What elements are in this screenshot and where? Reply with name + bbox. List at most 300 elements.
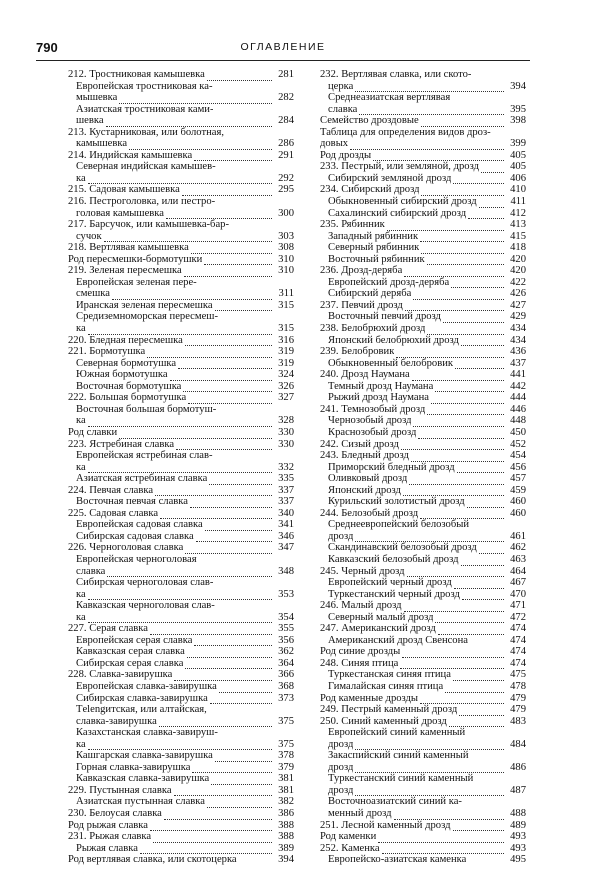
toc-entry [320, 219, 526, 231]
toc-entry-title: Японский дрозд [328, 484, 401, 496]
toc-entry [68, 404, 294, 416]
toc-entry-title: Азиатская пустынная славка [76, 796, 205, 808]
dot-leader [176, 440, 272, 450]
toc-entry-title: Японский белобрюхий дрозд [328, 334, 459, 346]
toc-entry-page: 346 [278, 530, 294, 542]
toc-entry-title: Обыкновенный белобровик [328, 357, 454, 369]
toc-entry-title: церка [328, 80, 354, 92]
toc-entry-title: 221. Бормотушка [68, 346, 146, 358]
toc-entry-title: ка [76, 738, 86, 750]
toc-entry [320, 796, 526, 808]
toc-entry [68, 727, 294, 739]
toc-entry-page: 324 [278, 369, 294, 381]
toc-entry-title: 245. Черный дрозд [320, 565, 405, 577]
toc-entry-title: Европейская зеленая пере- [76, 276, 197, 288]
toc-entry [320, 554, 526, 566]
toc-entry [320, 635, 526, 647]
dot-leader [355, 786, 504, 796]
toc-entry-title: Род славки [68, 426, 118, 438]
toc-entry [68, 242, 294, 254]
dot-leader [421, 117, 504, 127]
toc-entry-page: 319 [278, 357, 294, 369]
dot-leader [153, 833, 272, 843]
dot-leader [453, 671, 504, 681]
dot-leader [106, 117, 272, 127]
toc-entry-title: Восточная певчая славка [76, 496, 188, 508]
toc-entry [320, 646, 526, 658]
toc-entry-title: 241. Темнозобый дрозд [320, 403, 426, 415]
toc-entry-page: 461 [510, 530, 526, 542]
toc-entry [320, 404, 526, 416]
toc-entry-title: 234. Сибирский дрозд [320, 184, 420, 196]
toc-entry [320, 612, 526, 624]
toc-entry-page: 399 [510, 138, 526, 150]
toc-entry [320, 81, 526, 93]
toc-entry-page: 366 [278, 669, 294, 681]
dot-leader [420, 694, 504, 704]
dot-leader [174, 671, 272, 681]
toc-entry-title: Семейство дроздовые [320, 115, 419, 127]
dot-leader [438, 625, 504, 635]
toc-entry [68, 496, 294, 508]
toc-entry-title: Восточный рябинник [328, 253, 425, 265]
dot-leader [183, 382, 272, 392]
toc-entry-page: 394 [278, 854, 294, 866]
toc-entry [320, 854, 526, 866]
dot-leader [184, 267, 272, 277]
toc-entry [68, 81, 294, 93]
toc-entry-title: Рыжая славка [76, 842, 138, 854]
toc-entry-page: 340 [278, 507, 294, 519]
dot-leader [453, 821, 505, 831]
toc-entry-page: 295 [278, 184, 294, 196]
toc-entry-page: 420 [510, 253, 526, 265]
toc-entry-title: 247. Американский дрозд [320, 623, 436, 635]
dot-leader [409, 475, 504, 485]
dot-leader [205, 521, 272, 531]
toc-entry [68, 635, 294, 647]
toc-entry-page: 410 [510, 184, 526, 196]
toc-entry-title: Краснозобый дрозд [328, 426, 417, 438]
toc-entry [320, 369, 526, 381]
toc-entry [320, 254, 526, 266]
toc-entry [320, 542, 526, 554]
toc-entry-title: Кавказская славка-завирушка [76, 773, 210, 785]
toc-entry-title: Среднеевропейский белозобый [328, 519, 469, 531]
toc-entry-page: 347 [278, 542, 294, 554]
dot-leader [427, 405, 504, 415]
toc-entry-page: 484 [510, 738, 526, 750]
toc-entry [68, 288, 294, 300]
toc-entry-title: 252. Каменка [320, 842, 380, 854]
toc-entry-page: 467 [510, 577, 526, 589]
toc-entry-title: 233. Пестрый, или земляной, дрозд [320, 161, 479, 173]
dot-leader [219, 683, 272, 693]
toc-entry-page: 474 [510, 623, 526, 635]
dot-leader [192, 763, 272, 773]
toc-entry-page: 303 [278, 230, 294, 242]
toc-entry [68, 508, 294, 520]
toc-entry [68, 808, 294, 820]
toc-entry-page: 368 [278, 680, 294, 692]
toc-entry-title: 232. Вертлявая славка, или ското- [320, 69, 472, 80]
toc-entry-title: Северный рябинник [328, 242, 420, 254]
toc-entry [320, 161, 526, 173]
toc-entry-title: Азиатская ястребиная славка [76, 473, 208, 485]
toc-entry-title: 246. Малый дрозд [320, 600, 402, 612]
toc-entry [68, 589, 294, 601]
toc-entry-title: Восточная большая бормотуш- [76, 403, 217, 415]
toc-entry-title: 242. Сизый дрозд [320, 438, 399, 450]
toc-entry [68, 658, 294, 670]
toc-entry-title: 227. Серая славка [68, 623, 148, 635]
toc-entry [68, 427, 294, 439]
toc-entry [320, 335, 526, 347]
dot-leader [412, 371, 504, 381]
toc-entry [320, 600, 526, 612]
toc-entry-title: Кавказская черноголовая слав- [76, 600, 215, 612]
dot-leader [194, 636, 272, 646]
toc-entry-title: довых [320, 138, 349, 150]
toc-entry-title: Американский дрозд Свенсона [328, 634, 468, 646]
toc-entry [68, 785, 294, 797]
toc-entry-page: 315 [278, 299, 294, 311]
toc-entry [68, 300, 294, 312]
toc-entry-title: Род пересмешки-бормотушки [68, 253, 203, 265]
toc-entry-title: Оливковый дрозд [328, 473, 408, 485]
dot-leader [467, 498, 504, 508]
toc-entry [68, 716, 294, 728]
toc-entry [320, 508, 526, 520]
toc-entry [320, 415, 526, 427]
toc-entry-title: 239. Белобровик [320, 346, 395, 358]
toc-entry-title: Туркестанский синий каменный [328, 773, 474, 785]
toc-entry [320, 138, 526, 150]
dot-leader [88, 463, 272, 473]
toc-entry-page: 398 [510, 115, 526, 127]
toc-entry-title: мышевка [76, 92, 118, 104]
toc-entry [320, 843, 526, 855]
toc-entry-title: 231. Рыжая славка [68, 831, 152, 843]
toc-entry-title: Среднеазиатская вертлявая [328, 92, 451, 104]
header-rule [36, 60, 530, 61]
toc-entry-page: 426 [510, 288, 526, 300]
dot-leader [215, 752, 272, 762]
toc-entry [68, 554, 294, 566]
toc-entry-title: 251. Лесной каменный дрозд [320, 819, 451, 831]
toc-entry-title: Кавказский белозобый дрозд [328, 553, 459, 565]
toc-entry-page: 332 [278, 461, 294, 473]
toc-entry-page: 406 [510, 172, 526, 184]
toc-entry-title: Рыжий дрозд Наумана [328, 392, 430, 404]
dot-leader [185, 336, 272, 346]
toc-entry-title: 220. Бледная пересмешка [68, 334, 183, 346]
dot-leader [182, 186, 272, 196]
toc-entry [68, 335, 294, 347]
dot-leader [479, 198, 504, 208]
toc-entry [68, 369, 294, 381]
dot-leader [427, 255, 504, 265]
toc-entry-title: 218. Вертлявая камышевка [68, 242, 189, 254]
toc-entry-title: Европейская черноголовая [76, 553, 197, 565]
toc-entry-page: 341 [278, 519, 294, 531]
toc-entry-title: Европейская серая славка [76, 634, 193, 646]
toc-entry-title: ка [76, 611, 86, 623]
toc-entry [68, 669, 294, 681]
toc-entry-title: Европейский синий каменный [328, 727, 466, 739]
toc-entry [320, 831, 526, 843]
toc-entry-title: Восточный певчий дрозд [328, 311, 441, 323]
toc-entry-page: 328 [278, 415, 294, 427]
toc-entry [68, 161, 294, 173]
toc-entry [320, 427, 526, 439]
dot-leader [150, 625, 272, 635]
toc-entry [68, 277, 294, 289]
toc-entry-page: 292 [278, 172, 294, 184]
toc-entry [68, 612, 294, 624]
toc-entry [320, 288, 526, 300]
dot-leader [355, 740, 504, 750]
toc-entry-page: 422 [510, 276, 526, 288]
toc-entry [320, 589, 526, 601]
toc-entry-title: Иранская зеленая пересмешка [76, 299, 213, 311]
toc-entry [68, 104, 294, 116]
toc-entry-title: Род вертлявая славка, или скотоцерка [68, 854, 237, 866]
toc-entry-page: 330 [278, 438, 294, 450]
dot-leader [355, 532, 504, 542]
toc-entry [68, 542, 294, 554]
dot-leader [204, 255, 272, 265]
dot-leader [359, 105, 504, 115]
toc-entry-title: дрозд [328, 738, 354, 750]
dot-leader [470, 637, 504, 646]
dot-leader [421, 244, 504, 254]
toc-entry-page: 479 [510, 692, 526, 704]
dot-leader [382, 844, 504, 854]
dot-leader [159, 717, 272, 727]
toc-entry-page: 446 [510, 403, 526, 415]
toc-entry-page: 327 [278, 392, 294, 404]
toc-entry-title: Западный рябинник [328, 230, 419, 242]
toc-entry-title: 230. Белоусая славка [68, 808, 162, 819]
toc-entry-title: Южная бормотушка [76, 369, 168, 381]
toc-entry-page: 437 [510, 357, 526, 369]
toc-entry-title: 249. Пестрый каменный дрозд [320, 704, 458, 716]
dot-leader [350, 140, 504, 150]
toc-entry-page: 405 [510, 149, 526, 161]
toc-entry [320, 265, 526, 277]
toc-entry [320, 519, 526, 531]
toc-entry-page: 354 [278, 611, 294, 623]
toc-entry-page: 375 [278, 738, 294, 750]
dot-leader [401, 440, 504, 450]
page-number: 790 [36, 40, 58, 55]
toc-entry [68, 577, 294, 589]
dot-leader [378, 833, 504, 843]
toc-entry-page: 475 [510, 669, 526, 681]
toc-entry-title: Сибирский земляной дрозд [328, 172, 452, 184]
toc-entry-title: Сибирская черноголовая слав- [76, 577, 214, 589]
dot-leader [457, 463, 504, 473]
dot-leader [404, 602, 505, 612]
dot-leader [435, 382, 504, 392]
toc-entry [320, 485, 526, 497]
toc-entry-title: 225. Садовая славка [68, 507, 159, 519]
toc-entry-page: 386 [278, 808, 294, 819]
toc-entry-page: 355 [278, 623, 294, 635]
toc-entry [320, 716, 526, 728]
toc-entry-title: ка [76, 588, 86, 600]
dot-leader [355, 82, 504, 92]
toc-entry-page: 286 [278, 138, 294, 150]
dot-leader [443, 313, 504, 323]
toc-entry [68, 750, 294, 762]
dot-leader [413, 417, 504, 427]
toc-entry [320, 577, 526, 589]
toc-entry [68, 600, 294, 612]
dot-leader [160, 509, 272, 519]
toc-entry-title: славка-завирушка [76, 715, 157, 727]
toc-entry [68, 566, 294, 578]
toc-entry-title: 219. Зеленая пересмешка [68, 265, 182, 277]
toc-entry-title: Северная бормотушка [76, 357, 177, 369]
dot-leader [400, 659, 504, 669]
toc-left-column [68, 69, 294, 866]
toc-entry-title: 243. Бледный дрозд [320, 450, 409, 462]
toc-entry [68, 531, 294, 543]
toc-entry-page: 381 [278, 773, 294, 785]
toc-entry [68, 196, 294, 208]
toc-entry-title: Таблица для определения видов дроз- [320, 126, 491, 138]
toc-entry-page: 413 [510, 219, 526, 231]
toc-entry-page: 459 [510, 484, 526, 496]
toc-entry-page: 478 [510, 680, 526, 692]
dot-leader [140, 844, 272, 854]
toc-entry-page: 284 [278, 115, 294, 127]
toc-entry [320, 242, 526, 254]
toc-entry [320, 300, 526, 312]
toc-entry-page: 474 [510, 634, 526, 646]
dot-leader [155, 486, 272, 496]
toc-entry [68, 115, 294, 127]
toc-entry [320, 277, 526, 289]
toc-entry-title: 224. Певчая славка [68, 484, 154, 496]
toc-entry [320, 566, 526, 578]
toc-entry-title: Европейский черный дрозд [328, 577, 452, 589]
toc-entry-title: Европейская тростниковая ка- [76, 80, 213, 92]
toc-entry [320, 808, 526, 820]
toc-entry-title: дрозд [328, 761, 354, 773]
toc-entry-title: Тelengитская, или алтайская, [76, 704, 207, 716]
toc-entry-page: 326 [278, 380, 294, 392]
toc-entry [68, 381, 294, 393]
dot-leader [194, 151, 272, 161]
toc-entry-page: 373 [278, 692, 294, 704]
dot-leader [449, 717, 504, 727]
toc-entry-title: Казахстанская славка-завируш- [76, 727, 218, 739]
toc-entry [68, 254, 294, 266]
toc-entry-title: Азиатская тростниковая ками- [76, 103, 214, 115]
toc-entry-title: 237. Певчий дрозд [320, 299, 403, 311]
toc-entry-page: 470 [510, 588, 526, 600]
toc-entry [68, 184, 294, 196]
toc-entry-page: 412 [510, 207, 526, 219]
toc-entry [68, 358, 294, 370]
dot-leader [174, 786, 272, 796]
toc-entry-page: 489 [510, 819, 526, 831]
dot-leader [239, 857, 272, 866]
dot-leader [459, 706, 504, 716]
toc-entry-page: 486 [510, 761, 526, 773]
toc-entry-page: 394 [510, 80, 526, 92]
toc-entry [320, 658, 526, 670]
dot-leader [207, 71, 272, 81]
toc-entry [320, 531, 526, 543]
toc-entry-page: 457 [510, 473, 526, 485]
toc-entry-page: 362 [278, 646, 294, 658]
toc-entry-title: Туркестанская синяя птица [328, 669, 451, 681]
dot-leader [147, 348, 272, 358]
toc-entry [320, 69, 526, 81]
toc-entry-title: Европейско-азиатская каменка [328, 854, 467, 866]
toc-entry-page: 452 [510, 438, 526, 450]
toc-entry-page: 389 [278, 842, 294, 854]
toc-entry [68, 485, 294, 497]
toc-entry [320, 173, 526, 185]
toc-entry-page: 337 [278, 484, 294, 496]
toc-entry-title: камышевка [76, 138, 128, 150]
toc-entry-title: 214. Индийская камышевка [68, 149, 193, 161]
dot-leader [355, 763, 504, 773]
page-header [36, 40, 530, 58]
toc-entry [68, 704, 294, 716]
toc-right-column [320, 69, 526, 866]
dot-leader [445, 683, 504, 693]
dot-leader [420, 509, 504, 519]
toc-entry [68, 392, 294, 404]
toc-entry-title: Обыкновенный сибирский дрозд [328, 196, 477, 208]
dot-leader [421, 186, 504, 196]
toc-entry-page: 381 [278, 784, 294, 796]
toc-entry-page: 462 [510, 542, 526, 554]
dot-leader [468, 209, 504, 219]
toc-entry [68, 693, 294, 705]
toc-entry-page: 330 [278, 426, 294, 438]
toc-entry [68, 519, 294, 531]
dot-leader [402, 648, 504, 658]
toc-entry-page: 411 [510, 196, 526, 208]
toc-entry-title: 212. Тростниковая камышевка [68, 69, 205, 80]
dot-leader [88, 740, 272, 750]
toc-entry [320, 92, 526, 104]
toc-entry-page: 388 [278, 819, 294, 831]
toc-entry-title: 228. Славка-завирушка [68, 669, 173, 681]
toc-entry-page: 364 [278, 657, 294, 669]
toc-entry-page: 379 [278, 761, 294, 773]
toc-entry [320, 127, 526, 139]
toc-entry [68, 231, 294, 243]
toc-entry-title: Скандинавский белозобый дрозд [328, 542, 477, 554]
toc-entry-title: Сибирская садовая славка [76, 530, 194, 542]
toc-entry-page: 337 [278, 496, 294, 508]
toc-entry-page: 493 [510, 831, 526, 843]
toc-entry [320, 104, 526, 116]
dot-leader [413, 290, 504, 300]
toc-entry-title: 215. Садовая камышевка [68, 184, 180, 196]
toc-entry-title: 235. Рябинник [320, 219, 385, 231]
toc-entry-page: 316 [278, 334, 294, 346]
toc-entry-page: 300 [278, 207, 294, 219]
